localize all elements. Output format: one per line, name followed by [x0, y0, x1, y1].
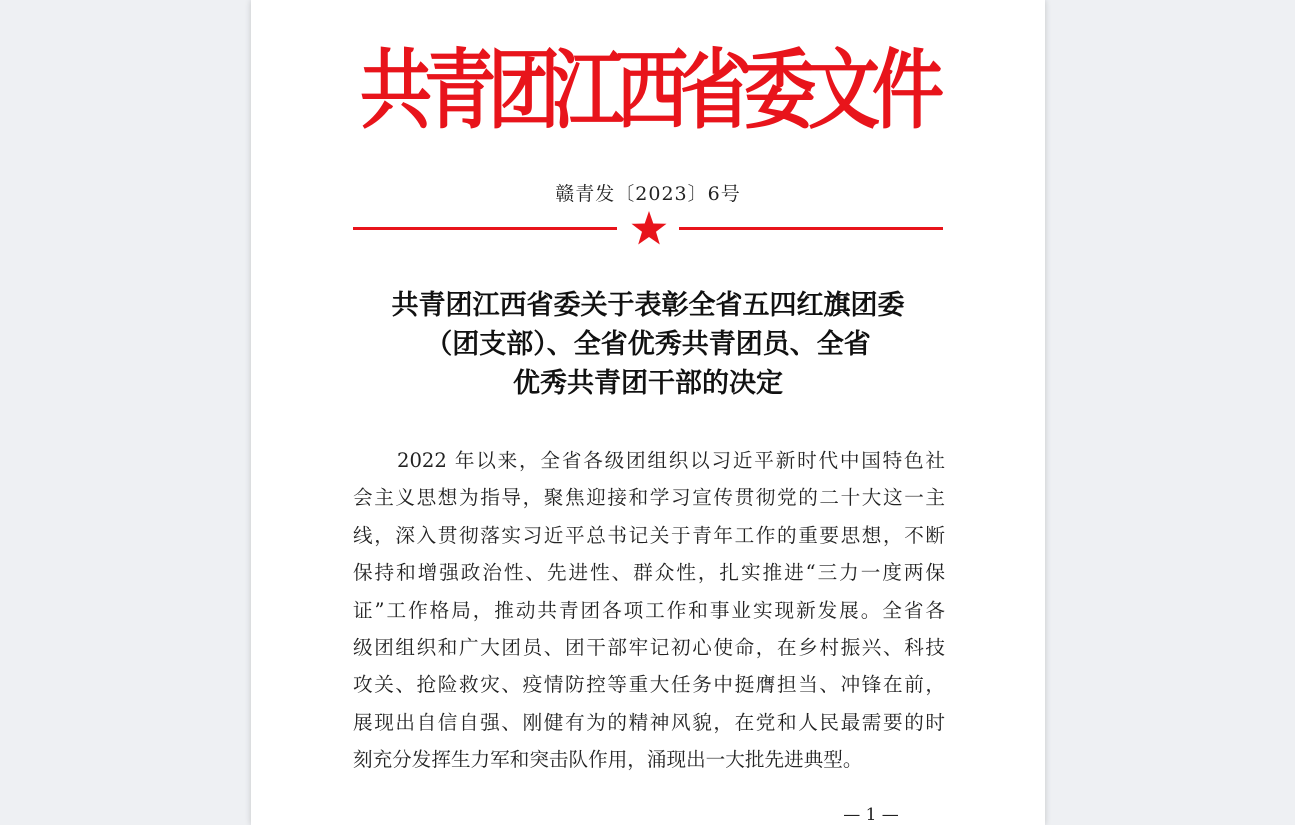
- document-number: 赣青发〔2023〕6号: [555, 183, 741, 205]
- star-icon: [631, 210, 667, 248]
- body-line: 攻关、抢险救灾、疫情防控等重大任务中挺膺担当、冲锋在前，: [353, 673, 945, 697]
- divider-line-right: [679, 227, 943, 230]
- document-body: [353, 442, 945, 779]
- title-line: （团支部）、全省优秀共青团员、全省: [425, 329, 871, 360]
- body-line: 保持和增强政治性、先进性、群众性，扎实推进“三力一度两保: [353, 561, 945, 585]
- body-line: 级团组织和广大团员、团干部牢记初心使命，在乡村振兴、科技: [353, 635, 945, 659]
- red-divider: [353, 210, 943, 250]
- page-number: — 1 —: [843, 805, 899, 825]
- body-line: 2022 年以来，全省各级团组织以习近平新时代中国特色社: [397, 449, 945, 472]
- title-line: 共青团江西省委关于表彰全省五四红旗团委: [391, 290, 905, 321]
- body-line: 线，深入贯彻落实习近平总书记关于青年工作的重要思想，不断: [353, 523, 945, 547]
- body-line: 证”工作格局，推动共青团各项工作和事业实现新发展。全省各: [353, 598, 945, 622]
- body-line: 展现出自信自强、刚健有为的精神风貌，在党和人民最需要的时: [353, 710, 945, 734]
- title-line: 优秀共青团干部的决定: [513, 368, 783, 399]
- body-line: 会主义思想为指导，聚焦迎接和学习宣传贯彻党的二十大这一主: [353, 486, 945, 510]
- masthead-title: 共青团江西省委文件: [359, 38, 936, 141]
- body-line: 刻充分发挥生力军和突击队作用，涌现出一大批先进典型。: [353, 748, 863, 772]
- document-page[interactable]: [251, 0, 1045, 825]
- document-title: [331, 286, 965, 403]
- divider-line-left: [353, 227, 617, 230]
